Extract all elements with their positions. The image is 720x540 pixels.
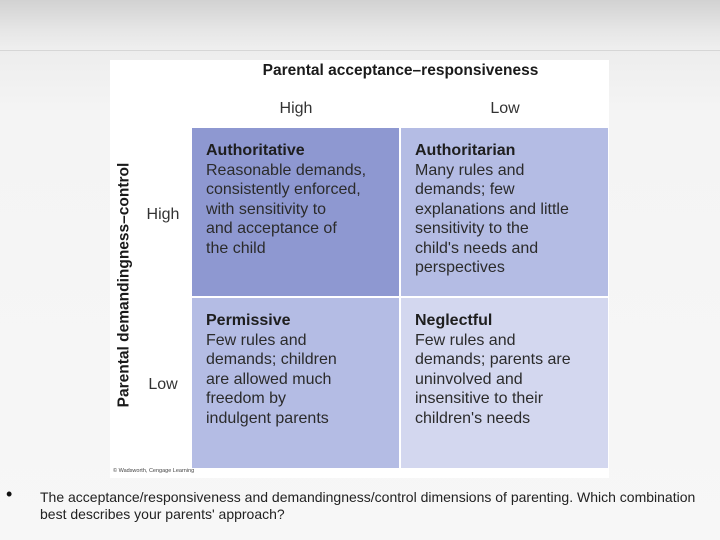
bullet-icon: •	[6, 484, 13, 504]
parenting-styles-figure	[110, 60, 609, 478]
row-label-high: High	[146, 206, 180, 223]
cell-permissive-body: Few rules and demands; children are allowed much freedom by indulgent parents	[206, 331, 337, 427]
cell-permissive	[192, 298, 399, 468]
cell-neglectful	[401, 298, 608, 468]
slide-header-band	[0, 0, 720, 51]
row-label-low: Low	[148, 376, 178, 393]
column-label-high: High	[279, 100, 313, 117]
cell-authoritative-body: Reasonable demands, consistently enforced, with sensitivity to and acceptance of the child	[206, 161, 367, 257]
cell-neglectful-body: Few rules and demands; parents are uninvolved and insensitive to their children's needs	[415, 331, 571, 427]
cell-authoritative	[192, 128, 399, 296]
figure-title: Parental acceptance–responsiveness	[262, 62, 539, 79]
cell-neglectful-title: Neglectful	[415, 312, 493, 329]
cell-authoritarian	[401, 128, 608, 296]
copyright-credit: © Wadsworth, Cengage Learning	[113, 468, 195, 474]
column-label-low: Low	[490, 100, 520, 117]
cell-authoritative-title: Authoritative	[206, 142, 305, 159]
cell-permissive-title: Permissive	[206, 312, 291, 329]
cell-authoritarian-body: Many rules and demands; few explanations and little sensitivity to the child's needs and perspectives	[415, 161, 569, 276]
y-axis-title: Parental demandingness–control	[115, 162, 132, 408]
y-axis-title-wrap	[111, 135, 137, 435]
cell-authoritarian-title: Authoritarian	[415, 142, 516, 159]
slide-caption: The acceptance/responsiveness and demandingness/control dimensions of parenting. Which combination best describes your parents' approach?	[40, 489, 696, 522]
